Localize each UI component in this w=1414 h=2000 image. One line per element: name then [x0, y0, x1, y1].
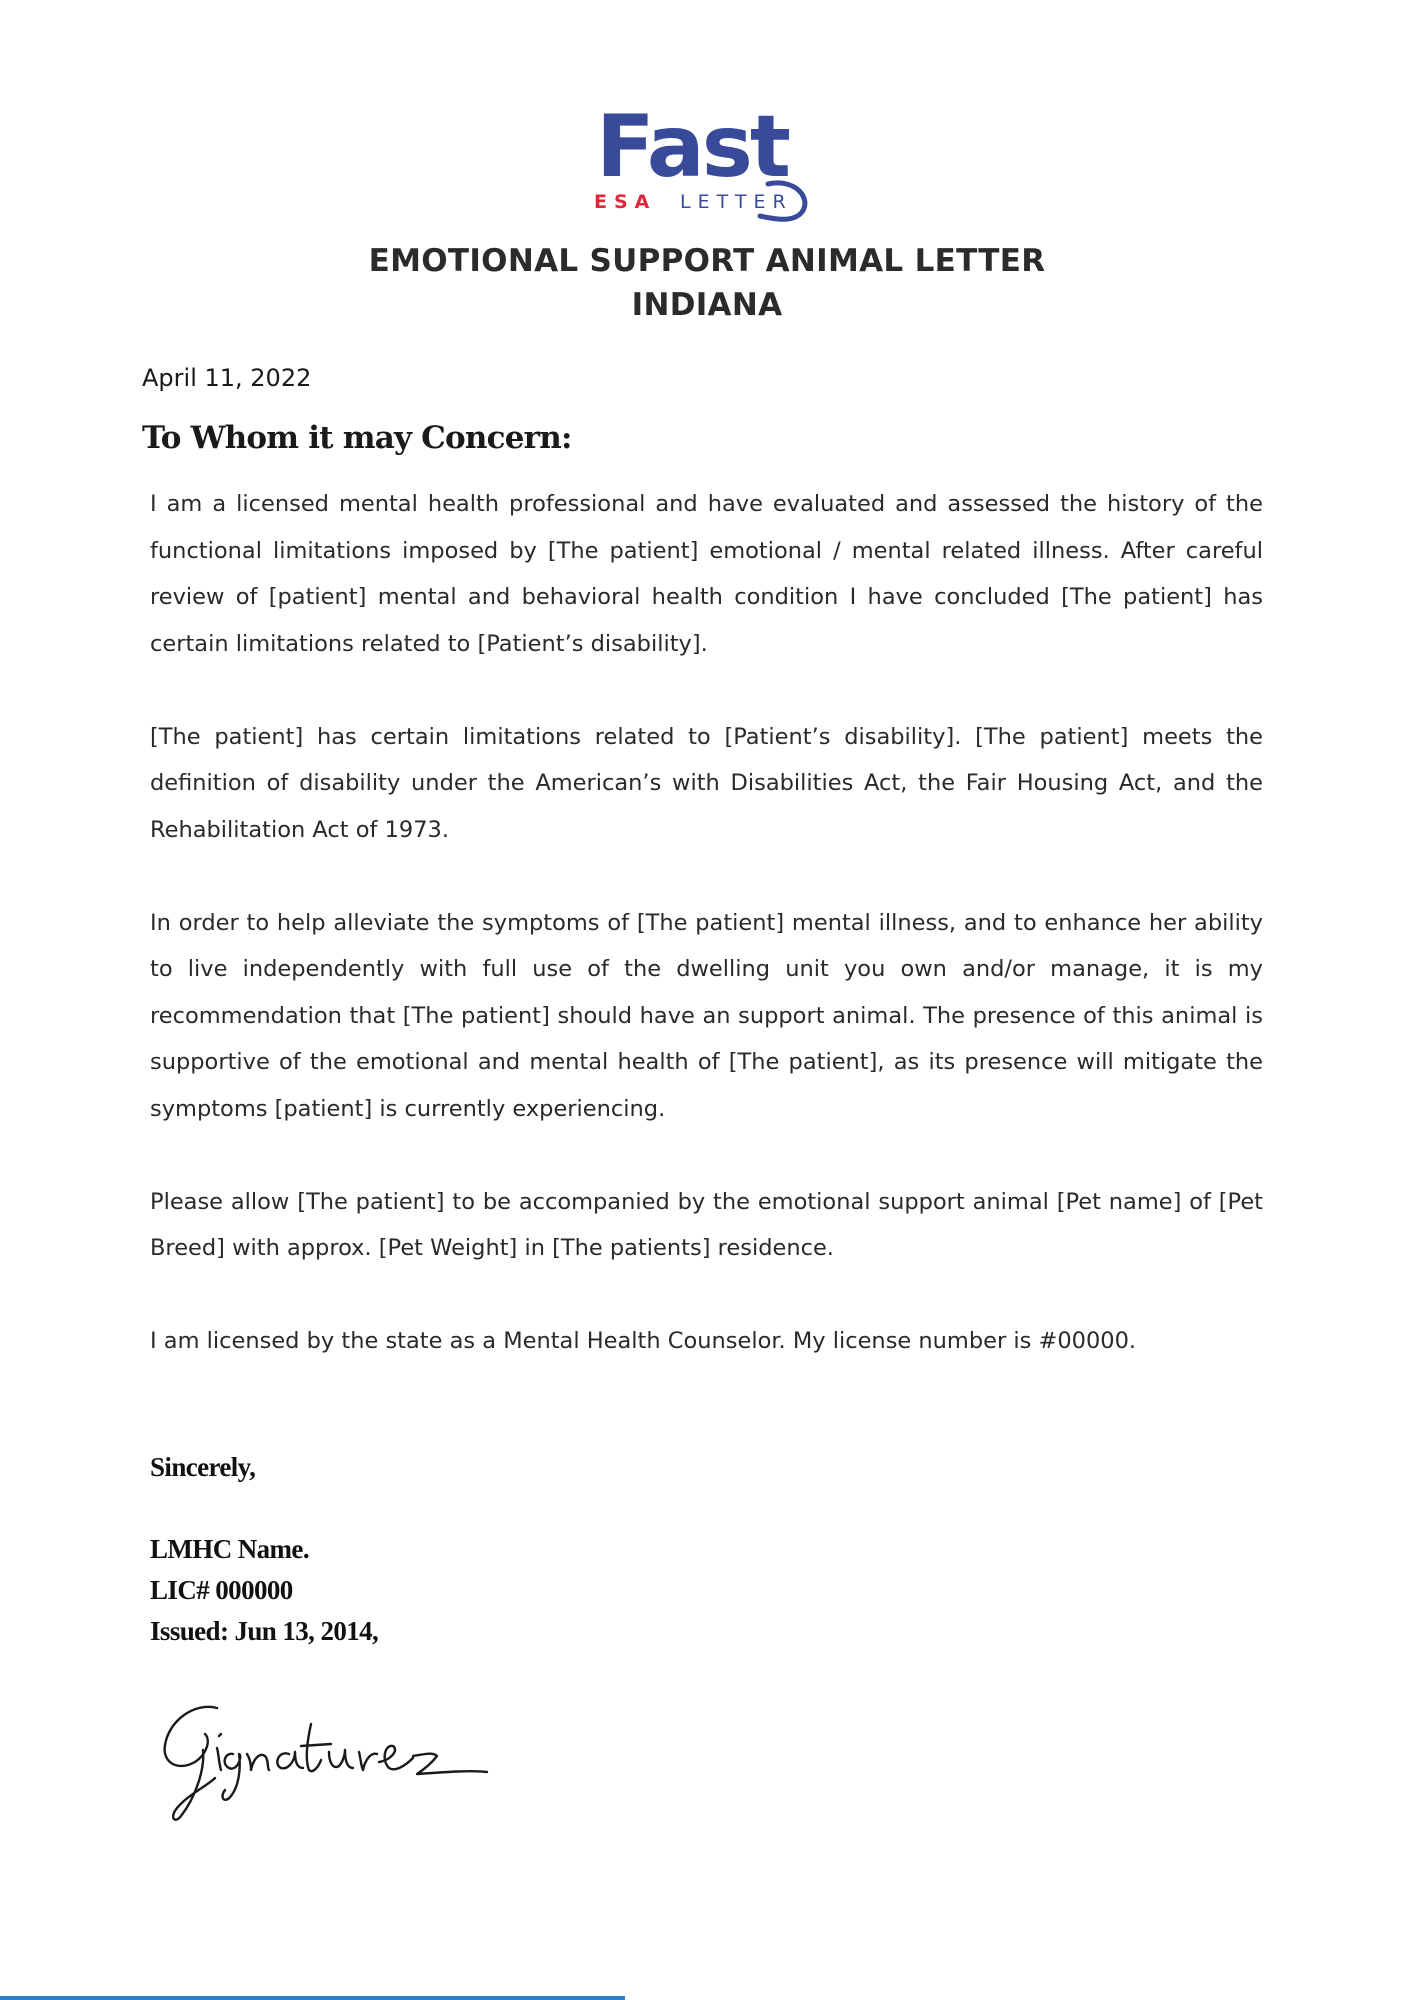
closing-sincerely: Sincerely,	[150, 1452, 256, 1482]
logo-wordmark: Fast	[596, 97, 789, 197]
paragraph-evaluation: I am a licensed mental health professional and have evaluated and assessed the history of the functional limitations imposed by [The patient] emotional / mental related illness. After careful review of [patient] mental and behavioral health condition I have concluded [The patient] has certain limitations related to [Patient’s disability].	[150, 491, 1263, 657]
paragraph-license: I am licensed by the state as a Mental Health Counselor. My license number is #00000.	[150, 1328, 1137, 1354]
signer-name: LMHC Name.	[150, 1534, 309, 1564]
letter-date: April 11, 2022	[142, 364, 312, 392]
signer-license: LIC# 000000	[150, 1575, 293, 1605]
letter-title: EMOTIONAL SUPPORT ANIMAL LETTER	[368, 243, 1046, 279]
handwritten-signature	[155, 1690, 495, 1830]
paragraph-recommendation: In order to help alleviate the symptoms of [The patient] mental illness, and to enhance her ability to live independently with full use of the dwelling unit you own and/or manage, it is my recommendation that [The patient] should have an support animal. The presence of this animal is supportive of the emotional and mental health of [The patient], as its presence will mitigate the symptoms [patient] is currently experiencing.	[150, 909, 1263, 1122]
fast-esa-letter-logo	[590, 86, 830, 226]
salutation: To Whom it may Concern:	[142, 420, 572, 456]
bottom-accent-bar	[0, 1996, 625, 2000]
logo-tagline-letter: LETTER	[680, 191, 793, 213]
paragraph-request: Please allow [The patient] to be accompanied by the emotional support animal [Pet name] of [Pet Breed] with approx. [Pet Weight] in [The patients] residence.	[150, 1188, 1263, 1261]
letter-body	[150, 481, 1263, 1411]
paragraph-disability: [The patient] has certain limitations related to [Patient’s disability]. [The patient] meets the definition of disability under the American’s with Disabilities Act, the Fair Housing Act, and the Rehabilitation Act of 1973.	[150, 723, 1263, 843]
logo-tagline-esa: ESA	[594, 191, 657, 213]
letter-state: INDIANA	[631, 287, 783, 323]
license-issued-date: Issued: Jun 13, 2014,	[150, 1616, 379, 1646]
